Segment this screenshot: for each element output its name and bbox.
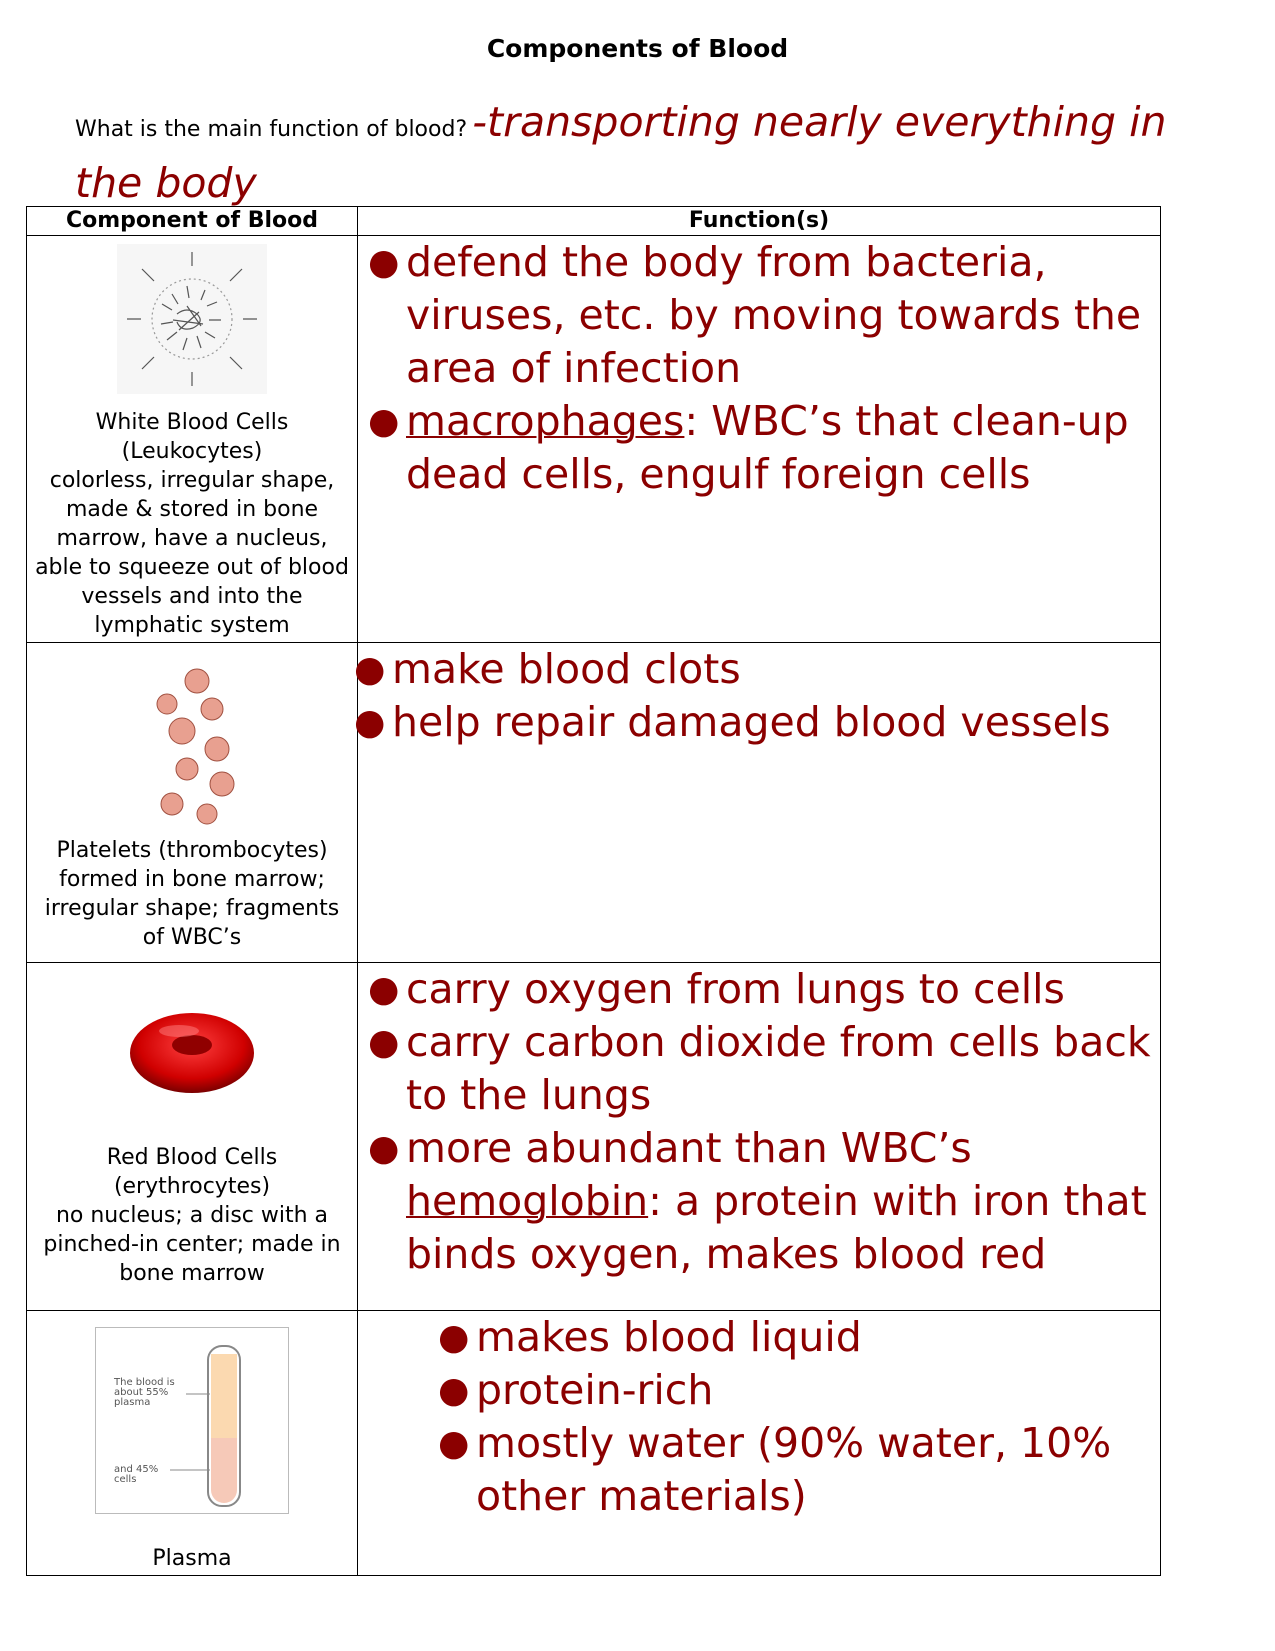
- red-blood-cell-illustration: [127, 1001, 257, 1101]
- question-block: [75, 96, 1215, 218]
- term-macrophages: macrophages: [406, 397, 685, 445]
- function-item: ● mostly water (90% water, 10% other materials): [438, 1419, 1112, 1520]
- function-item: ● carry oxygen from lungs to cells: [368, 965, 1065, 1013]
- function-cell-wbc: [358, 236, 1161, 643]
- table-row: [27, 963, 1161, 1311]
- component-description: no nucleus; a disc with a pinched-in center; made in bone marrow: [43, 1203, 341, 1286]
- function-cell-rbc: [358, 963, 1161, 1311]
- test-tube-illustration: [95, 1327, 289, 1514]
- table-row: [27, 643, 1161, 963]
- component-cell-wbc: [27, 236, 358, 643]
- component-name: Red Blood Cells: [106, 1145, 278, 1170]
- function-item: ● more abundant than WBC’s: [368, 1124, 972, 1172]
- function-item: ● defend the body from bacteria, viruses, etc. by moving towards the area of infection: [368, 238, 1142, 392]
- table-row: [27, 1311, 1161, 1576]
- tube-label-cells: and 45% cells: [114, 1464, 159, 1485]
- component-alt-name: (Leukocytes): [121, 439, 263, 464]
- header-functions: Function(s): [358, 207, 1161, 236]
- hemoglobin-note: hemoglobin: a protein with iron that binds oxygen, makes blood red: [406, 1177, 1147, 1278]
- component-cell-platelets: [27, 643, 358, 963]
- component-name: White Blood Cells: [95, 410, 289, 435]
- function-item: ● protein-rich: [438, 1366, 714, 1414]
- component-name: Platelets (thrombocytes): [56, 838, 328, 863]
- component-cell-plasma: [27, 1311, 358, 1576]
- term-hemoglobin: hemoglobin: [406, 1177, 649, 1225]
- page-title: Components of Blood: [486, 34, 789, 63]
- components-table: [26, 206, 1161, 1576]
- white-blood-cell-illustration: [117, 244, 267, 394]
- component-description: formed in bone marrow; irregular shape; fragments of WBC’s: [44, 867, 340, 950]
- tube-label-plasma: The blood is about 55% plasma: [114, 1377, 175, 1408]
- function-item: ● help repair damaged blood vessels: [354, 698, 1111, 746]
- function-item: ● carry carbon dioxide from cells back to the lungs: [368, 1018, 1151, 1119]
- function-cell-platelets: [354, 643, 1161, 963]
- function-item: ● macrophages: WBC’s that clean-up dead cells, engulf foreign cells: [368, 397, 1129, 498]
- header-component: Component of Blood: [27, 207, 358, 236]
- component-description: colorless, irregular shape, made & stored in bone marrow, have a nucleus, able to squeeze out of blood vessels and into the lymphatic system: [35, 468, 349, 638]
- question-answer: -transporting nearly everything in the body: [75, 98, 1167, 207]
- component-alt-name: (erythrocytes): [113, 1174, 271, 1199]
- table-row: [27, 236, 1161, 643]
- component-cell-rbc: [27, 963, 358, 1311]
- component-name: Plasma: [152, 1546, 232, 1571]
- function-cell-plasma: [358, 1311, 1161, 1576]
- function-item: ● make blood clots: [354, 645, 741, 693]
- table-header-row: [27, 207, 1161, 236]
- platelets-illustration: [127, 659, 257, 834]
- function-item: ● makes blood liquid: [438, 1313, 862, 1361]
- question-prompt: What is the main function of blood?: [75, 117, 468, 142]
